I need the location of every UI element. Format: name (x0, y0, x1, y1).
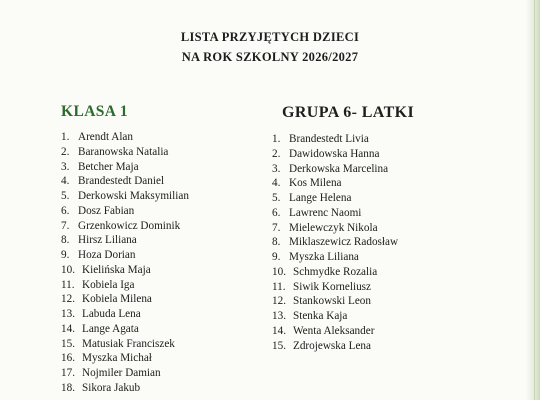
list-item-name: Kobiela Milena (82, 293, 152, 306)
list-item-number: 2. (272, 147, 281, 160)
list-item-number: 10. (61, 263, 75, 276)
list-item (61, 219, 189, 234)
list-item (272, 132, 398, 147)
list-item (272, 206, 398, 221)
list-item-number: 1. (272, 133, 281, 145)
klasa-list (61, 130, 189, 396)
list-item (272, 250, 398, 265)
list-item (61, 130, 189, 145)
list-item-name: Nojmiler Damian (82, 367, 161, 379)
list-item-number: 15. (272, 339, 286, 352)
klasa-heading: KLASA 1 (61, 103, 128, 120)
list-item (61, 351, 189, 366)
list-item-name: Siwik Korneliusz (293, 280, 371, 293)
list-item-name: Kobiela Iga (82, 278, 135, 291)
list-item-name: Betcher Maja (78, 160, 139, 173)
list-item (61, 307, 189, 322)
list-item-name: Schmydke Rozalia (293, 265, 378, 278)
list-item-name: Hoza Dorian (78, 249, 136, 261)
list-item-number: 11. (61, 278, 75, 291)
document-subtitle: NA ROK SZKOLNY 2026/2027 (181, 50, 359, 64)
page-edge-line (534, 0, 535, 400)
list-item-number: 3. (61, 160, 70, 173)
list-item-name: Mielewczyk Nikola (289, 221, 378, 234)
list-item-name: Kos Milena (289, 177, 342, 190)
list-item-name: Derkowska Marcelina (289, 162, 389, 175)
list-item (61, 322, 189, 337)
list-item (61, 189, 189, 204)
list-item-name: Myszka Liliana (289, 251, 359, 263)
list-item (61, 381, 189, 396)
list-item (61, 292, 189, 307)
list-item-number: 17. (61, 367, 75, 379)
list-item-name: Lange Agata (82, 322, 139, 335)
list-item-number: 13. (61, 308, 75, 320)
list-item-number: 7. (272, 221, 281, 234)
list-item (272, 280, 398, 295)
list-item-number: 5. (61, 190, 70, 202)
list-item-name: Lawrenc Naomi (289, 206, 362, 219)
list-item-number: 18. (61, 381, 75, 394)
list-item (272, 162, 398, 177)
list-item-number: 16. (61, 352, 75, 365)
list-item (272, 176, 398, 191)
list-item-name: Lange Helena (289, 192, 352, 204)
list-item-number: 2. (61, 145, 70, 158)
list-item-name: Dawidowska Hanna (289, 147, 380, 160)
list-item-number: 15. (61, 337, 75, 350)
page-edge-shadow (526, 0, 540, 400)
list-item (61, 248, 189, 263)
list-item (272, 147, 398, 162)
list-item-number: 7. (61, 219, 70, 232)
list-item-name: Miklaszewicz Radosław (289, 236, 399, 249)
list-item (61, 204, 189, 219)
list-item (272, 221, 398, 236)
list-item-number: 5. (272, 192, 281, 204)
list-item-name: Grzenkowicz Dominik (78, 219, 181, 232)
list-item-name: Arendt Alan (78, 131, 133, 143)
list-item-number: 14. (61, 322, 75, 335)
list-item-name: Brandestedt Livia (289, 133, 369, 145)
grupa-heading: GRUPA 6- LATKI (282, 104, 415, 121)
list-item-number: 9. (272, 251, 281, 263)
list-item (61, 278, 189, 293)
list-item (61, 337, 189, 352)
list-item-name: Matusiak Franciszek (82, 337, 175, 350)
list-item (272, 309, 398, 324)
list-item-name: Stankowski Leon (293, 295, 371, 308)
list-item (61, 174, 189, 189)
list-item (272, 294, 398, 309)
list-item-number: 4. (272, 177, 281, 190)
list-item-name: Stenka Kaja (293, 310, 348, 322)
list-item-number: 1. (61, 131, 70, 143)
list-item-number: 3. (272, 162, 281, 175)
list-item-number: 8. (61, 234, 70, 247)
document-title: LISTA PRZYJĘTYCH DZIECI (180, 30, 360, 44)
list-item-number: 12. (61, 293, 75, 306)
list-item-name: Sikora Jakub (82, 381, 141, 394)
list-item (272, 191, 398, 206)
list-item (61, 145, 189, 160)
list-item (272, 265, 398, 280)
list-item (61, 263, 189, 278)
list-item (61, 233, 189, 248)
list-item-name: Hirsz Liliana (78, 234, 137, 247)
list-item-number: 6. (61, 204, 70, 217)
list-item-number: 9. (61, 249, 70, 261)
list-item-name: Labuda Lena (82, 308, 141, 320)
list-item (272, 324, 398, 339)
list-item-number: 4. (61, 175, 70, 188)
list-item-name: Myszka Michał (82, 352, 152, 365)
list-item-number: 6. (272, 206, 281, 219)
list-item-number: 8. (272, 236, 281, 249)
grupa-list (272, 132, 398, 353)
list-item-number: 13. (272, 310, 286, 322)
list-item (272, 235, 398, 250)
list-item-number: 14. (272, 324, 286, 337)
list-item (61, 160, 189, 175)
list-item-name: Brandestedt Daniel (78, 175, 165, 188)
list-item (272, 339, 398, 354)
list-item-number: 12. (272, 295, 286, 308)
list-item (61, 366, 189, 381)
list-item-name: Kielińska Maja (82, 263, 151, 276)
list-item-name: Wenta Aleksander (293, 324, 375, 337)
list-item-name: Zdrojewska Lena (293, 339, 371, 352)
list-item-name: Baranowska Natalia (78, 145, 169, 158)
list-item-name: Dosz Fabian (78, 204, 135, 217)
list-item-name: Derkowski Maksymilian (78, 190, 189, 202)
list-item-number: 11. (272, 280, 286, 293)
list-item-number: 10. (272, 265, 286, 278)
